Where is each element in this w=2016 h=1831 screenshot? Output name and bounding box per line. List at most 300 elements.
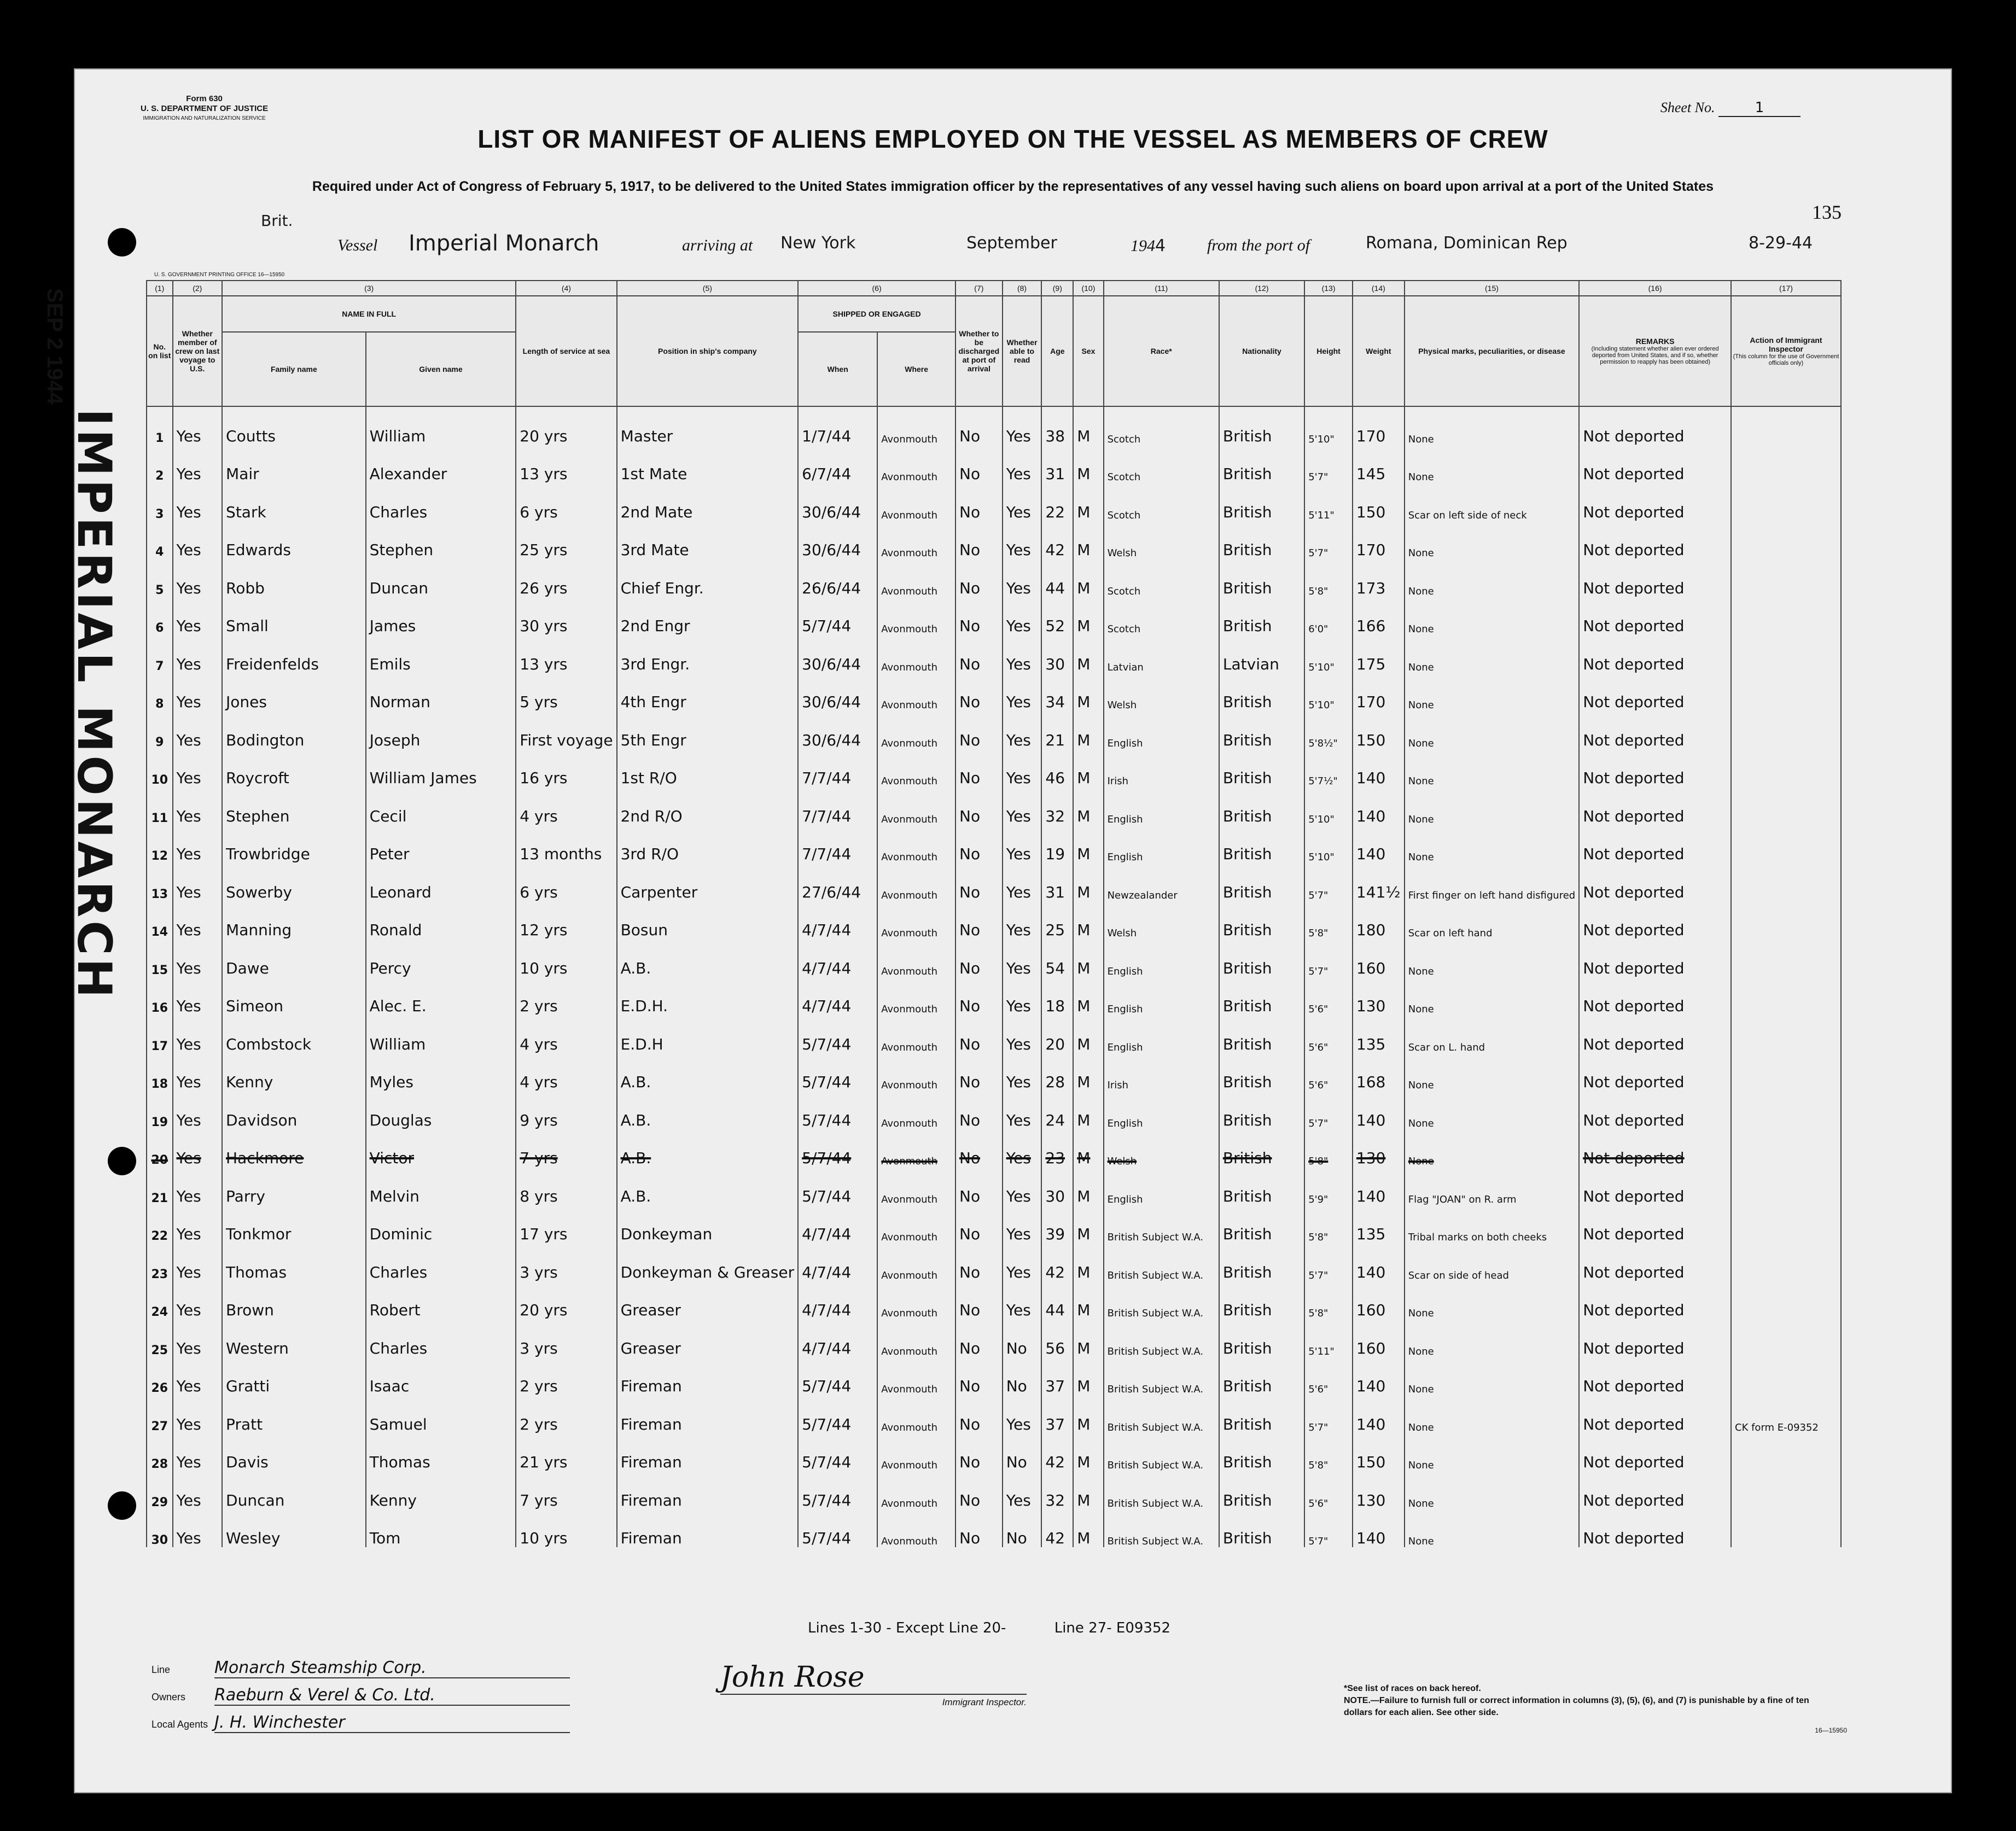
crew-family-name: Coutts xyxy=(222,406,366,445)
crew-age: 39 xyxy=(1041,1205,1073,1244)
crew-position: E.D.H xyxy=(617,1015,799,1053)
crew-remarks: Not deported xyxy=(1579,1243,1731,1281)
crew-no: 22 xyxy=(147,1205,173,1244)
crew-family-name: Edwards xyxy=(222,521,366,559)
crew-family-name: Freidenfelds xyxy=(222,635,366,673)
crew-height: 5'11" xyxy=(1304,1319,1353,1357)
crew-height: 5'8" xyxy=(1304,559,1353,597)
crew-service: 13 yrs xyxy=(516,445,616,483)
crew-service: 13 months xyxy=(516,825,616,864)
manifest-sheet xyxy=(43,68,1952,1793)
crew-position: 1st R/O xyxy=(617,749,799,788)
crew-service: 2 yrs xyxy=(516,977,616,1016)
crew-position: Fireman xyxy=(617,1433,799,1472)
crew-service: 2 yrs xyxy=(516,1395,616,1433)
crew-service: 6 yrs xyxy=(516,483,616,521)
crew-shipped-when: 4/7/44 xyxy=(798,1281,877,1320)
crew-shipped-where: Avonmouth xyxy=(877,521,955,559)
column-number: (3) xyxy=(222,281,516,296)
sheet-number xyxy=(1660,100,1801,117)
crew-service: 16 yrs xyxy=(516,749,616,788)
crew-weight: 135 xyxy=(1353,1205,1405,1244)
header-weight: Weight xyxy=(1353,296,1405,406)
crew-physical-marks: None xyxy=(1405,1319,1579,1357)
crew-nationality: British xyxy=(1219,977,1304,1016)
footnote-penalty: NOTE.—Failure to furnish full or correct information in columns (3), (5), (6), and (7) is punishable by a fine of ten dollars for each alien. See other side. xyxy=(1344,1696,1809,1717)
header-sex: Sex xyxy=(1073,296,1103,406)
crew-physical-marks: None xyxy=(1405,445,1579,483)
crew-physical-marks: Scar on L. hand xyxy=(1405,1015,1579,1053)
owners-label: Owners xyxy=(152,1692,186,1702)
crew-row xyxy=(147,597,1841,635)
column-number: (1) xyxy=(147,281,173,296)
crew-weight: 140 xyxy=(1353,1243,1405,1281)
departure-date: 8-29-44 xyxy=(1749,234,1813,253)
crew-sex: M xyxy=(1073,711,1103,749)
crew-nationality: British xyxy=(1219,749,1304,788)
header-height: Height xyxy=(1304,296,1353,406)
crew-able-read: No xyxy=(1003,1357,1042,1396)
crew-discharged: No xyxy=(955,901,1003,940)
crew-family-name: Gratti xyxy=(222,1357,366,1396)
crew-weight: 170 xyxy=(1353,521,1405,559)
crew-race: Scotch xyxy=(1104,597,1219,635)
crew-nationality: British xyxy=(1219,597,1304,635)
crew-physical-marks: None xyxy=(1405,787,1579,825)
crew-row xyxy=(147,1357,1841,1396)
crew-weight: 140 xyxy=(1353,787,1405,825)
crew-remarks: Not deported xyxy=(1579,1471,1731,1509)
crew-weight: 166 xyxy=(1353,597,1405,635)
crew-physical-marks: None xyxy=(1405,635,1579,673)
crew-nationality: British xyxy=(1219,559,1304,597)
column-number: (11) xyxy=(1104,281,1219,296)
crew-age: 54 xyxy=(1041,939,1073,977)
crew-last-voyage: Yes xyxy=(173,1091,223,1129)
crew-shipped-when: 4/7/44 xyxy=(798,1243,877,1281)
page-number: 135 xyxy=(1812,201,1842,223)
header-remarks-title: REMARKS xyxy=(1635,337,1675,346)
crew-family-name: Stephen xyxy=(222,787,366,825)
crew-position: 1st Mate xyxy=(617,445,799,483)
column-number: (15) xyxy=(1405,281,1579,296)
crew-family-name: Davidson xyxy=(222,1091,366,1129)
crew-service: 8 yrs xyxy=(516,1167,616,1205)
footer-owners-row xyxy=(152,1686,570,1706)
crew-shipped-where: Avonmouth xyxy=(877,1129,955,1168)
crew-race: English xyxy=(1104,711,1219,749)
crew-last-voyage: Yes xyxy=(173,977,223,1016)
crew-height: 5'8½" xyxy=(1304,711,1353,749)
crew-family-name: Wesley xyxy=(222,1509,366,1548)
header-last-voyage: Whether member of crew on last voyage to U.S. xyxy=(173,296,223,406)
crew-discharged: No xyxy=(955,483,1003,521)
crew-age: 30 xyxy=(1041,635,1073,673)
crew-age: 18 xyxy=(1041,977,1073,1016)
crew-discharged: No xyxy=(955,1015,1003,1053)
crew-shipped-when: 30/6/44 xyxy=(798,635,877,673)
crew-family-name: Manning xyxy=(222,901,366,940)
crew-shipped-where: Avonmouth xyxy=(877,863,955,901)
crew-last-voyage: Yes xyxy=(173,901,223,940)
crew-height: 5'10" xyxy=(1304,825,1353,864)
punch-hole xyxy=(108,1491,136,1520)
crew-last-voyage: Yes xyxy=(173,1015,223,1053)
crew-position: Fireman xyxy=(617,1509,799,1548)
crew-nationality: British xyxy=(1219,521,1304,559)
crew-action xyxy=(1731,406,1841,445)
crew-able-read: Yes xyxy=(1003,787,1042,825)
crew-no: 10 xyxy=(147,749,173,788)
crew-able-read: Yes xyxy=(1003,1015,1042,1053)
crew-discharged: No xyxy=(955,1319,1003,1357)
crew-given-name: James xyxy=(366,597,516,635)
crew-weight: 150 xyxy=(1353,711,1405,749)
crew-remarks: Not deported xyxy=(1579,406,1731,445)
crew-nationality: British xyxy=(1219,863,1304,901)
crew-physical-marks: None xyxy=(1405,749,1579,788)
crew-row xyxy=(147,1243,1841,1281)
crew-shipped-where: Avonmouth xyxy=(877,1395,955,1433)
crew-row xyxy=(147,863,1841,901)
crew-able-read: Yes xyxy=(1003,521,1042,559)
crew-age: 25 xyxy=(1041,901,1073,940)
crew-physical-marks: None xyxy=(1405,1129,1579,1168)
crew-remarks: Not deported xyxy=(1579,1433,1731,1472)
crew-remarks: Not deported xyxy=(1579,597,1731,635)
crew-sex: M xyxy=(1073,825,1103,864)
header-position: Position in ship's company xyxy=(617,296,799,406)
crew-height: 5'8" xyxy=(1304,1129,1353,1168)
crew-row xyxy=(147,1395,1841,1433)
crew-last-voyage: Yes xyxy=(173,787,223,825)
crew-nationality: British xyxy=(1219,1357,1304,1396)
crew-no: 5 xyxy=(147,559,173,597)
crew-row xyxy=(147,1129,1841,1168)
crew-shipped-when: 4/7/44 xyxy=(798,939,877,977)
crew-height: 5'7" xyxy=(1304,1509,1353,1548)
vessel-name-stamp: IMPERIAL MONARCH xyxy=(67,409,121,1001)
crew-service: 10 yrs xyxy=(516,1509,616,1548)
crew-no: 14 xyxy=(147,901,173,940)
crew-remarks: Not deported xyxy=(1579,1167,1731,1205)
crew-able-read: Yes xyxy=(1003,749,1042,788)
crew-remarks: Not deported xyxy=(1579,635,1731,673)
crew-position: Greaser xyxy=(617,1281,799,1320)
crew-no: 26 xyxy=(147,1357,173,1396)
from-port-label: from the port of xyxy=(1207,236,1310,254)
header-action-note: (This column for the use of Government officials only) xyxy=(1733,353,1839,366)
crew-service: 7 yrs xyxy=(516,1129,616,1168)
crew-race: English xyxy=(1104,787,1219,825)
crew-sex: M xyxy=(1073,1281,1103,1320)
crew-position: Carpenter xyxy=(617,863,799,901)
crew-position: A.B. xyxy=(617,1091,799,1129)
crew-given-name: Tom xyxy=(366,1509,516,1548)
crew-given-name: Peter xyxy=(366,825,516,864)
crew-last-voyage: Yes xyxy=(173,1243,223,1281)
crew-position: Fireman xyxy=(617,1395,799,1433)
crew-weight: 173 xyxy=(1353,559,1405,597)
crew-action xyxy=(1731,521,1841,559)
crew-race: British Subject W.A. xyxy=(1104,1319,1219,1357)
crew-service: 4 yrs xyxy=(516,1015,616,1053)
crew-last-voyage: Yes xyxy=(173,559,223,597)
crew-given-name: Alexander xyxy=(366,445,516,483)
vessel-label: Vessel xyxy=(337,236,378,254)
header-able-read: Whether able to read xyxy=(1003,296,1042,406)
crew-sex: M xyxy=(1073,939,1103,977)
crew-action xyxy=(1731,1167,1841,1205)
crew-action xyxy=(1731,635,1841,673)
crew-race: English xyxy=(1104,1091,1219,1129)
crew-able-read: Yes xyxy=(1003,559,1042,597)
crew-remarks: Not deported xyxy=(1579,1395,1731,1433)
crew-shipped-where: Avonmouth xyxy=(877,1091,955,1129)
crew-position: A.B. xyxy=(617,939,799,977)
crew-able-read: No xyxy=(1003,1509,1042,1548)
crew-action xyxy=(1731,1509,1841,1548)
crew-shipped-when: 1/7/44 xyxy=(798,406,877,445)
crew-weight: 175 xyxy=(1353,635,1405,673)
sheet-number-label: Sheet No. xyxy=(1660,100,1715,115)
crew-discharged: No xyxy=(955,445,1003,483)
crew-age: 42 xyxy=(1041,1243,1073,1281)
crew-shipped-when: 7/7/44 xyxy=(798,787,877,825)
crew-last-voyage: Yes xyxy=(173,1281,223,1320)
crew-remarks: Not deported xyxy=(1579,1357,1731,1396)
crew-sex: M xyxy=(1073,1129,1103,1168)
received-date-stamp: SEP 2 1944 xyxy=(43,288,67,405)
crew-age: 23 xyxy=(1041,1129,1073,1168)
crew-action xyxy=(1731,1015,1841,1053)
crew-position: A.B. xyxy=(617,1167,799,1205)
column-number: (7) xyxy=(955,281,1003,296)
crew-nationality: British xyxy=(1219,1433,1304,1472)
column-number: (5) xyxy=(617,281,799,296)
footer-agents-row xyxy=(152,1713,570,1733)
crew-age: 34 xyxy=(1041,673,1073,712)
crew-weight: 170 xyxy=(1353,406,1405,445)
crew-weight: 140 xyxy=(1353,749,1405,788)
crew-shipped-where: Avonmouth xyxy=(877,787,955,825)
crew-family-name: Pratt xyxy=(222,1395,366,1433)
crew-service: 26 yrs xyxy=(516,559,616,597)
crew-height: 5'10" xyxy=(1304,673,1353,712)
crew-position: 5th Engr xyxy=(617,711,799,749)
crew-service: 4 yrs xyxy=(516,787,616,825)
crew-height: 5'10" xyxy=(1304,787,1353,825)
crew-able-read: Yes xyxy=(1003,1205,1042,1244)
crew-age: 32 xyxy=(1041,787,1073,825)
line-value: Monarch Steamship Corp. xyxy=(214,1658,570,1678)
crew-position: Greaser xyxy=(617,1319,799,1357)
crew-physical-marks: First finger on left hand disfigured xyxy=(1405,863,1579,901)
crew-remarks: Not deported xyxy=(1579,825,1731,864)
column-number: (13) xyxy=(1304,281,1353,296)
crew-family-name: Mair xyxy=(222,445,366,483)
crew-remarks: Not deported xyxy=(1579,445,1731,483)
crew-height: 5'6" xyxy=(1304,1357,1353,1396)
crew-action xyxy=(1731,673,1841,712)
crew-last-voyage: Yes xyxy=(173,406,223,445)
crew-position: A.B. xyxy=(617,1053,799,1092)
crew-discharged: No xyxy=(955,1357,1003,1396)
crew-service: 4 yrs xyxy=(516,1053,616,1092)
crew-shipped-when: 5/7/44 xyxy=(798,1357,877,1396)
crew-nationality: British xyxy=(1219,1243,1304,1281)
crew-remarks: Not deported xyxy=(1579,1509,1731,1548)
crew-shipped-when: 6/7/44 xyxy=(798,445,877,483)
crew-remarks: Not deported xyxy=(1579,749,1731,788)
crew-able-read: Yes xyxy=(1003,711,1042,749)
crew-physical-marks: Scar on left side of neck xyxy=(1405,483,1579,521)
crew-discharged: No xyxy=(955,977,1003,1016)
crew-sex: M xyxy=(1073,1243,1103,1281)
crew-service: 9 yrs xyxy=(516,1091,616,1129)
crew-discharged: No xyxy=(955,939,1003,977)
crew-height: 5'8" xyxy=(1304,1281,1353,1320)
crew-sex: M xyxy=(1073,1433,1103,1472)
crew-shipped-when: 7/7/44 xyxy=(798,825,877,864)
crew-height: 5'7" xyxy=(1304,1091,1353,1129)
footnote-races: *See list of races on back hereof. xyxy=(1344,1684,1481,1693)
column-number: (8) xyxy=(1003,281,1042,296)
crew-family-name: Parry xyxy=(222,1167,366,1205)
arrival-port: New York xyxy=(780,234,856,253)
crew-sex: M xyxy=(1073,559,1103,597)
inspector-signature: John Rose xyxy=(720,1661,865,1694)
crew-last-voyage: Yes xyxy=(173,825,223,864)
crew-race: Scotch xyxy=(1104,406,1219,445)
crew-shipped-where: Avonmouth xyxy=(877,1357,955,1396)
crew-action xyxy=(1731,1471,1841,1509)
crew-shipped-where: Avonmouth xyxy=(877,749,955,788)
crew-able-read: No xyxy=(1003,1319,1042,1357)
crew-shipped-where: Avonmouth xyxy=(877,635,955,673)
crew-age: 42 xyxy=(1041,1433,1073,1472)
crew-height: 5'6" xyxy=(1304,1471,1353,1509)
crew-row xyxy=(147,1471,1841,1509)
crew-no: 4 xyxy=(147,521,173,559)
crew-row xyxy=(147,559,1841,597)
crew-no: 21 xyxy=(147,1167,173,1205)
crew-service: 6 yrs xyxy=(516,863,616,901)
crew-service: 30 yrs xyxy=(516,597,616,635)
crew-race: Irish xyxy=(1104,1053,1219,1092)
crew-shipped-when: 30/6/44 xyxy=(798,521,877,559)
crew-physical-marks: None xyxy=(1405,597,1579,635)
crew-row xyxy=(147,521,1841,559)
crew-discharged: No xyxy=(955,1129,1003,1168)
column-number: (14) xyxy=(1353,281,1405,296)
crew-physical-marks: None xyxy=(1405,939,1579,977)
crew-height: 5'10" xyxy=(1304,635,1353,673)
crew-family-name: Sowerby xyxy=(222,863,366,901)
crew-discharged: No xyxy=(955,1243,1003,1281)
header-name-in-full: NAME IN FULL xyxy=(222,296,516,332)
crew-last-voyage: Yes xyxy=(173,1053,223,1092)
crew-remarks: Not deported xyxy=(1579,863,1731,901)
crew-row xyxy=(147,977,1841,1016)
crew-family-name: Dawe xyxy=(222,939,366,977)
crew-action xyxy=(1731,1319,1841,1357)
crew-weight: 140 xyxy=(1353,1357,1405,1396)
crew-remarks: Not deported xyxy=(1579,483,1731,521)
crew-discharged: No xyxy=(955,1053,1003,1092)
printer-mark: U. S. GOVERNMENT PRINTING OFFICE 16—15950 xyxy=(154,272,285,278)
crew-discharged: No xyxy=(955,521,1003,559)
crew-shipped-where: Avonmouth xyxy=(877,1015,955,1053)
crew-weight: 168 xyxy=(1353,1053,1405,1092)
crew-given-name: William James xyxy=(366,749,516,788)
crew-sex: M xyxy=(1073,901,1103,940)
crew-position: Bosun xyxy=(617,901,799,940)
crew-nationality: British xyxy=(1219,445,1304,483)
crew-last-voyage: Yes xyxy=(173,1129,223,1168)
crew-weight: 140 xyxy=(1353,1395,1405,1433)
crew-row xyxy=(147,483,1841,521)
crew-weight: 170 xyxy=(1353,673,1405,712)
crew-no: 7 xyxy=(147,635,173,673)
crew-weight: 135 xyxy=(1353,1015,1405,1053)
crew-shipped-when: 5/7/44 xyxy=(798,1129,877,1168)
crew-shipped-when: 5/7/44 xyxy=(798,1395,877,1433)
document-title: LIST OR MANIFEST OF ALIENS EMPLOYED ON THE VESSEL AS MEMBERS OF CREW xyxy=(477,125,1548,153)
crew-discharged: No xyxy=(955,635,1003,673)
crew-height: 5'7½" xyxy=(1304,749,1353,788)
crew-shipped-where: Avonmouth xyxy=(877,1433,955,1472)
crew-shipped-where: Avonmouth xyxy=(877,1205,955,1244)
crew-discharged: No xyxy=(955,1433,1003,1472)
crew-shipped-when: 4/7/44 xyxy=(798,901,877,940)
crew-shipped-when: 5/7/44 xyxy=(798,1471,877,1509)
crew-action xyxy=(1731,597,1841,635)
crew-sex: M xyxy=(1073,1167,1103,1205)
crew-service: 2 yrs xyxy=(516,1357,616,1396)
crew-given-name: Norman xyxy=(366,673,516,712)
crew-last-voyage: Yes xyxy=(173,673,223,712)
crew-remarks: Not deported xyxy=(1579,901,1731,940)
crew-service: 3 yrs xyxy=(516,1243,616,1281)
crew-nationality: British xyxy=(1219,787,1304,825)
crew-row xyxy=(147,635,1841,673)
crew-race: English xyxy=(1104,1015,1219,1053)
crew-position: 3rd Mate xyxy=(617,521,799,559)
crew-height: 6'0" xyxy=(1304,597,1353,635)
crew-shipped-when: 5/7/44 xyxy=(798,1433,877,1472)
crew-height: 5'6" xyxy=(1304,977,1353,1016)
crew-action xyxy=(1731,559,1841,597)
crew-nationality: British xyxy=(1219,939,1304,977)
crew-family-name: Combstock xyxy=(222,1015,366,1053)
crew-physical-marks: None xyxy=(1405,1395,1579,1433)
crew-position: Donkeyman xyxy=(617,1205,799,1244)
crew-discharged: No xyxy=(955,825,1003,864)
crew-shipped-where: Avonmouth xyxy=(877,597,955,635)
crew-no: 3 xyxy=(147,483,173,521)
crew-action xyxy=(1731,787,1841,825)
crew-action xyxy=(1731,483,1841,521)
crew-row xyxy=(147,1205,1841,1244)
vessel-name: Imperial Monarch xyxy=(409,231,599,256)
crew-no: 27 xyxy=(147,1395,173,1433)
crew-given-name: Charles xyxy=(366,483,516,521)
crew-family-name: Robb xyxy=(222,559,366,597)
crew-shipped-when: 30/6/44 xyxy=(798,711,877,749)
line-label: Line xyxy=(152,1664,171,1675)
crew-discharged: No xyxy=(955,406,1003,445)
